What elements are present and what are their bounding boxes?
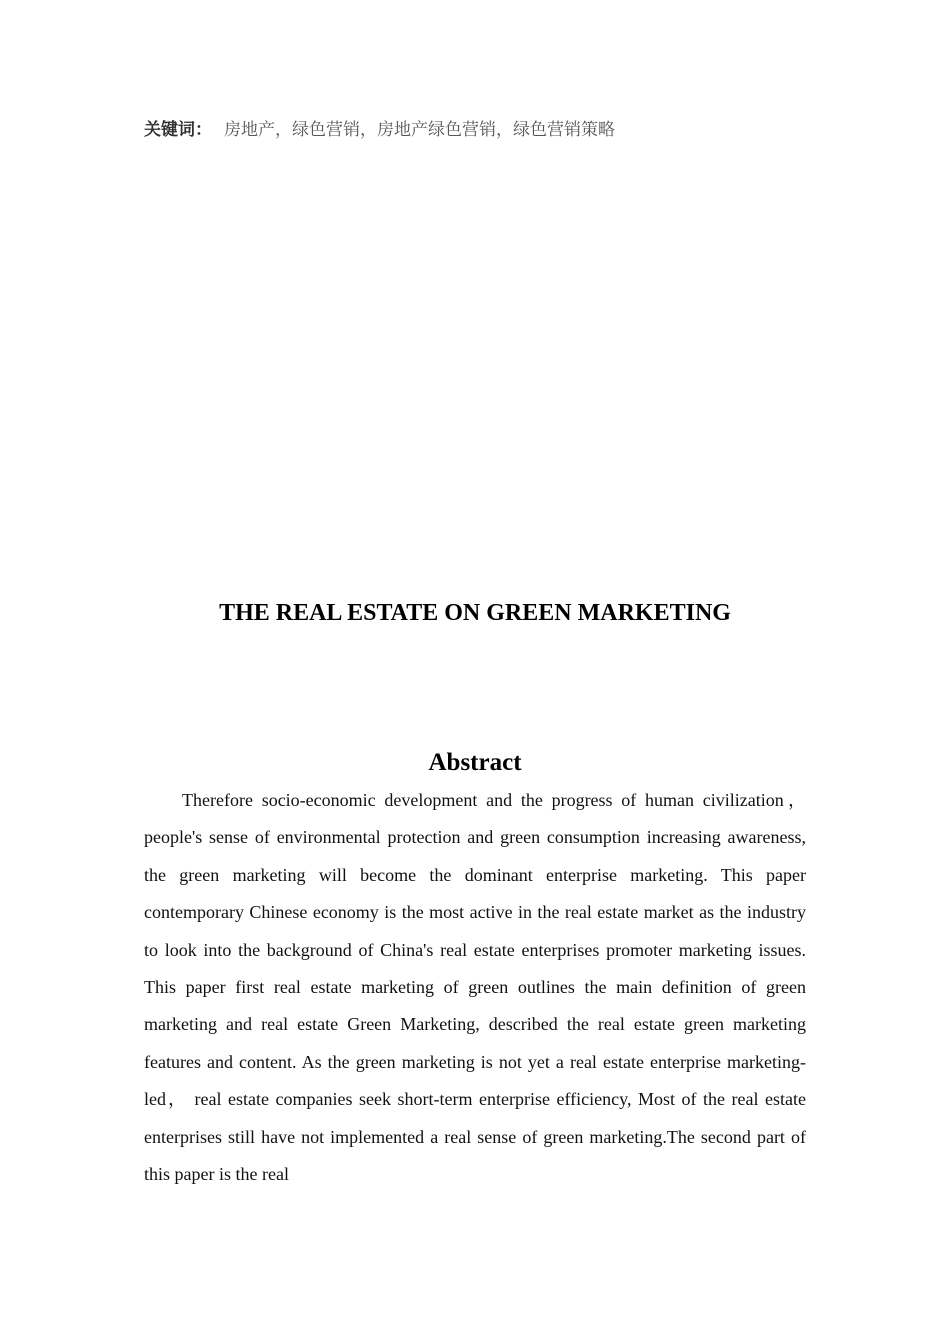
keywords-label: 关键词： — [144, 120, 212, 140]
abstract-heading: Abstract — [428, 749, 522, 776]
keywords-text: 房地产，绿色营销，房地产绿色营销，绿色营销策略 — [224, 120, 615, 140]
abstract-body: Therefore socio-economic development and the progress of human civilization， people's sense of environmental protection and green consumption increasing awareness, the green marketing will become the dominant enterprise marketing. This paper contemporary Chinese economy is the most active in the real estate market as the industry to look into the background of China's real estate enterprises promoter marketing issues. This paper first real estate marketing of green outlines the main definition of green marketing and real estate Green Marketing, described the real estate green marketing features and content. As the green marketing is not yet a real estate enterprise marketing-led， real estate companies seek short-term enterprise efficiency, Most of the real estate enterprises still have not implemented a real sense of green marketing.The second part of this paper is the real — [144, 790, 806, 1185]
english-title: THE REAL ESTATE ON GREEN MARKETING — [219, 600, 731, 626]
keywords-line — [144, 116, 615, 143]
